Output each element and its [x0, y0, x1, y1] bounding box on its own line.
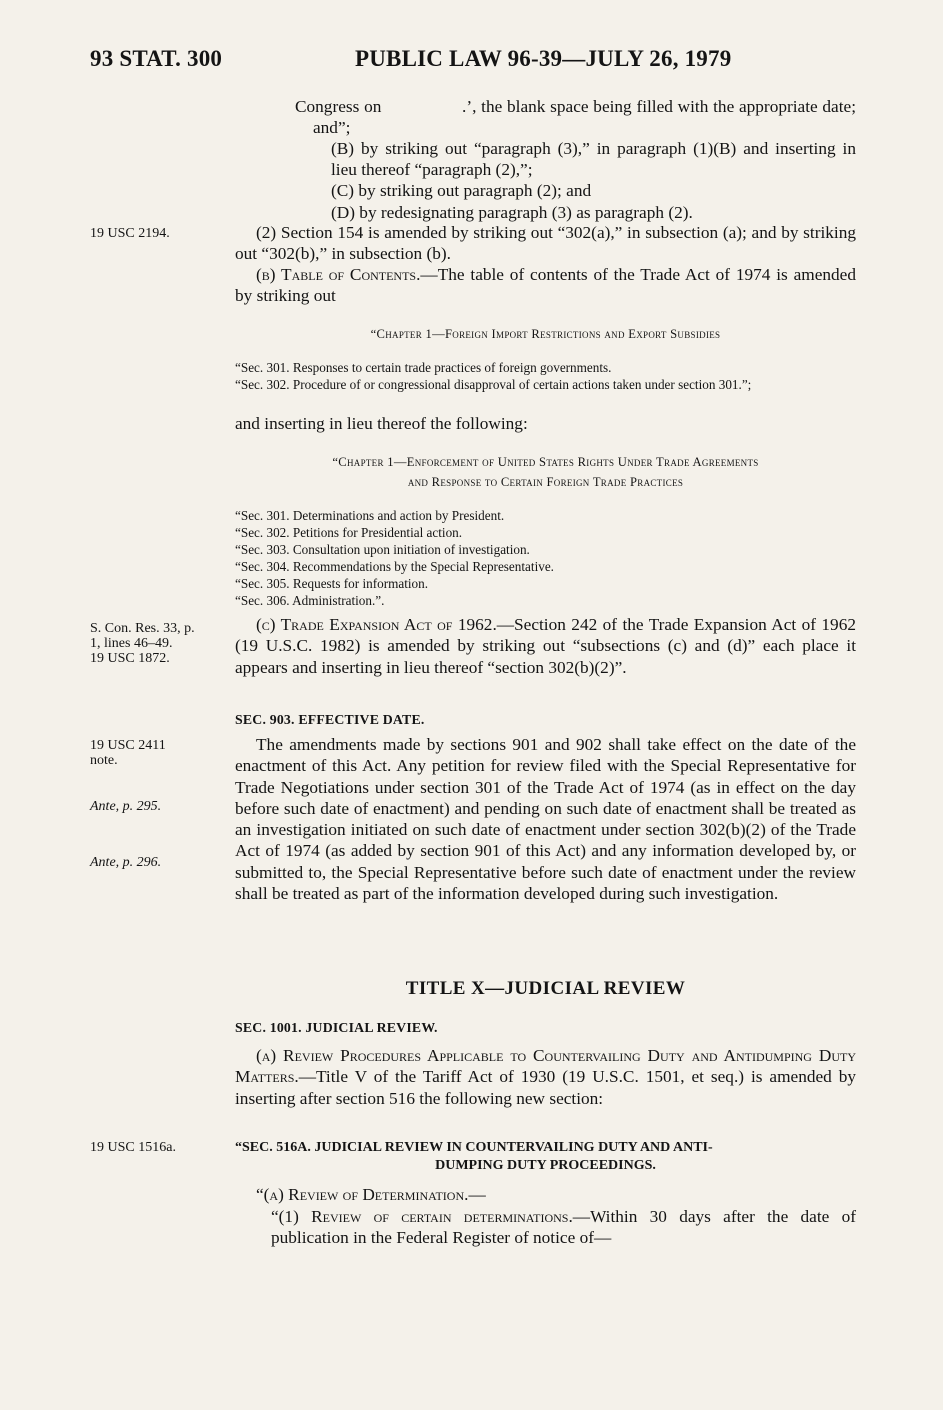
paragraph-d: (D) by redesignating paragraph (3) as paragraph (2). [331, 203, 693, 222]
list-item: “Sec. 305. Requests for information. [235, 576, 429, 591]
margin-note-19usc2194: 19 USC 2194. [90, 226, 170, 241]
list-item: “Sec. 303. Consultation upon initiation of investigation. [235, 542, 530, 557]
list-item: “Sec. 302. Petitions for Presidential action. [235, 525, 463, 540]
list-item: “Sec. 301. Responses to certain trade practices of foreign governments. [235, 360, 612, 375]
section-516a-heading-line2: DUMPING DUTY PROCEEDINGS. [435, 1158, 656, 1173]
list-item: “Sec. 304. Recommendations by the Special Representative. [235, 559, 554, 574]
review-certain-label: “(1) Review of certain determinations. [271, 1207, 573, 1226]
paragraph-review-procedures [235, 1045, 856, 1109]
review-procedures-label: (a) Review Procedures Applicable to Countervailing Duty and Antidumping Duty Matters. [235, 1046, 856, 1087]
paragraph-effective-date: The amendments made by sections 901 and 902 shall take effect on the date of the enactment of this Act. Any petition for review filed with the Special Representative for Trade Negotiations under section 301 of the Trade Act of 1974 (as in effect on the day before such date of enactment) and pending on such date of enactment shall be treated as an investigation initiated on such date of enactment under section 302(b)(2) of the Trade Act of 1974 (as added by section 901 of this Act) and any information developed by, or submitted to, the Special Representative before such date of enactment under the review shall be treated as part of the information developed during such investigation. [235, 735, 856, 904]
margin-note-scon-res: S. Con. Res. 33, p. 1, lines 46–49. 19 USC 1872. [90, 621, 195, 666]
paragraph-congress-on: Congress on .’, the blank space being filled with the appropriate date; and”; [295, 97, 861, 138]
paragraph-review-of-determination: “(a) Review of Determination.— [256, 1185, 486, 1204]
paragraph-inserting: and inserting in lieu thereof the following: [235, 414, 528, 433]
section-516a-heading [235, 1139, 856, 1175]
paragraph-section-154: (2) Section 154 is amended by striking out “302(a),” in subsection (a); and by striking out “302(b),” in subsection (b). [235, 223, 856, 264]
margin-note-ante-296: Ante, p. 296. [90, 855, 162, 870]
toc-text: —The table of contents of the Trade Act of 1974 is amended by striking out [235, 265, 856, 306]
new-section-list [235, 507, 856, 609]
old-section-list [235, 359, 856, 393]
title-x-heading: TITLE X—JUDICIAL REVIEW [405, 978, 686, 999]
trade-expansion-label: (c) Trade Expansion Act of [256, 615, 453, 634]
trade-expansion-text: 1962.—Section 242 of the Trade Expansion Act of 1962 (19 U.S.C. 1982) is amended by striking out “subsections (c) and (d)” each place it appears and inserting in lieu thereof “section 302(b)(2)”. [235, 615, 856, 677]
section-903-heading: SEC. 903. EFFECTIVE DATE. [235, 712, 425, 727]
stat-page-number: 93 STAT. 300 [90, 46, 223, 71]
paragraph-table-of-contents [235, 264, 856, 307]
review-procedures-text: —Title V of the Tariff Act of 1930 (19 U.S.C. 1501, et seq.) is amended by inserting after section 516 the following new section: [235, 1067, 856, 1108]
list-item: “Sec. 306. Administration.”. [235, 593, 385, 608]
running-header: PUBLIC LAW 96-39—JULY 26, 1979 [355, 46, 732, 71]
margin-note-19usc1516a: 19 USC 1516a. [90, 1140, 176, 1155]
chapter-old-heading: “Chapter 1—Foreign Import Restrictions and Export Subsidies [370, 327, 721, 341]
paragraph-b: (B) by striking out “paragraph (3),” in paragraph (1)(B) and inserting in lieu thereof “paragraph (2),”; [331, 139, 856, 180]
section-516a-heading-line1: “SEC. 516A. JUDICIAL REVIEW IN COUNTERVAILING DUTY AND ANTI- [235, 1140, 713, 1155]
list-item: “Sec. 301. Determinations and action by President. [235, 508, 505, 523]
toc-label: (b) Table of Contents. [256, 265, 421, 284]
list-item: “Sec. 302. Procedure of or congressional disapproval of certain actions taken under section 301.”; [235, 377, 752, 392]
paragraph-review-certain-determinations [235, 1206, 856, 1249]
paragraph-trade-expansion [235, 614, 856, 678]
section-1001-heading: SEC. 1001. JUDICIAL REVIEW. [235, 1020, 438, 1035]
paragraph-c: (C) by striking out paragraph (2); and [331, 181, 592, 200]
chapter-new-heading-2: and Response to Certain Foreign Trade Practices [407, 475, 684, 489]
review-certain-text: —Within 30 days after the date of publication in the Federal Register of notice of— [271, 1207, 856, 1248]
margin-note-19usc2411: 19 USC 2411 note. [90, 738, 166, 768]
margin-note-ante-295: Ante, p. 295. [90, 799, 162, 814]
chapter-new-heading-1: “Chapter 1—Enforcement of United States Rights Under Trade Agreements [332, 455, 759, 469]
